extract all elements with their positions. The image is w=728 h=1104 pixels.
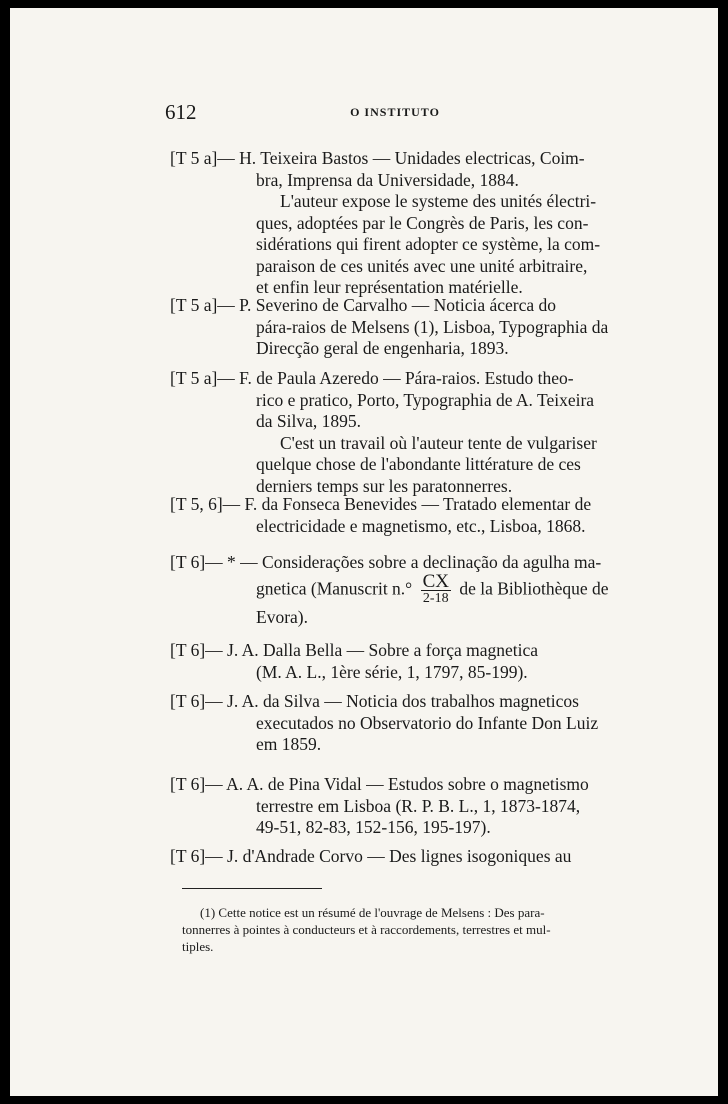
entry-text: — J. A. Dalla Bella — Sobre a força magnetica xyxy=(205,640,539,660)
entry-line: rico e pratico, Porto, Typographia de A. Teixeira xyxy=(256,389,595,410)
entry-text: — F. da Fonseca Benevides — Tratado elementar de xyxy=(222,494,592,514)
entry-ref: [T 6] xyxy=(170,846,206,866)
running-title: O INSTITUTO xyxy=(350,105,440,119)
entry-text: — J. A. da Silva — Noticia dos trabalhos magneticos xyxy=(205,691,579,711)
entry-text: gnetica (Manuscrit n.° xyxy=(256,578,413,599)
entry-line xyxy=(170,295,670,317)
entry-text: — F. de Paula Azeredo — Pára-raios. Estudo theo- xyxy=(217,368,574,388)
entry-ref: [T 6] xyxy=(170,774,206,794)
bibliography-entry xyxy=(170,552,670,628)
entry-note-line: quelque chose de l'abondante littérature de ces xyxy=(256,454,581,474)
footnote-line: (1) Cette notice est un résumé de l'ouvrage de Melsens : Des para- xyxy=(200,905,545,920)
entry-line: Direcção geral de engenharia, 1893. xyxy=(256,338,509,358)
entry-note-line: derniers temps sur les paratonnerres. xyxy=(256,475,513,496)
entry-text: — * — Considerações sobre a declinação da agulha ma- xyxy=(205,552,602,572)
page-header xyxy=(165,100,685,124)
entry-line: executados no Observatorio do Infante Don Luiz xyxy=(256,712,599,733)
entry-line: da Silva, 1895. xyxy=(256,411,361,431)
fraction-denominator: 2-18 xyxy=(422,590,449,606)
entry-note-line: C'est un travail où l'auteur tente de vulgariser xyxy=(280,432,597,453)
entry-note-line: et enfin leur représentation matérielle. xyxy=(256,277,523,297)
book-page xyxy=(10,8,718,1096)
entry-ref: [T 6] xyxy=(170,691,206,711)
bibliography-entry xyxy=(170,148,670,299)
entry-line xyxy=(170,570,670,607)
footnote xyxy=(182,904,662,955)
entry-text: — J. d'Andrade Corvo — Des lignes isogoniques au xyxy=(205,846,572,866)
entry-ref: [T 6] xyxy=(170,552,206,572)
shelfmark-fraction xyxy=(421,570,451,607)
bibliography-entry xyxy=(170,640,670,683)
entry-ref: [T 5 a] xyxy=(170,148,218,168)
entry-text: — P. Severino de Carvalho — Noticia ácerca do xyxy=(217,295,557,315)
entry-ref: [T 5 a] xyxy=(170,368,218,388)
entry-note-line: L'auteur expose le systeme des unités électri- xyxy=(280,191,597,211)
entry-line: electricidade e magnetismo, etc., Lisboa, 1868. xyxy=(256,515,586,536)
entry-ref: [T 5 a] xyxy=(170,295,218,315)
entry-line xyxy=(170,552,670,574)
entry-ref: [T 5, 6] xyxy=(170,494,223,514)
footnote-line: tonnerres à pointes à conducteurs et à raccordements, terrestres et mul- xyxy=(182,922,551,937)
entry-line: terrestre em Lisboa (R. P. B. L., 1, 1873-1874, xyxy=(256,795,581,816)
entry-text: — A. A. de Pina Vidal — Estudos sobre o magnetismo xyxy=(205,774,589,794)
entry-line: 49-51, 82-83, 152-156, 195-197). xyxy=(256,817,491,837)
entry-text: de la Bibliothèque de xyxy=(459,578,609,599)
entry-ref: [T 6] xyxy=(170,640,206,660)
entry-line xyxy=(170,494,670,516)
bibliography-entry xyxy=(170,295,670,360)
entry-text: — H. Teixeira Bastos — Unidades electricas, Coim- xyxy=(217,148,585,168)
footnote-line: tiples. xyxy=(182,939,214,954)
entry-note-line: paraison de ces unités avec une unité arbitraire, xyxy=(256,255,588,276)
bibliography-entry xyxy=(170,846,670,868)
entry-line: em 1859. xyxy=(256,734,322,754)
entry-line xyxy=(170,691,670,713)
entry-line xyxy=(170,640,670,662)
entry-note-line: ques, adoptées par le Congrès de Paris, les con- xyxy=(256,212,589,233)
entry-line: Evora). xyxy=(256,606,308,627)
entry-line xyxy=(170,846,670,868)
entry-note-line: sidérations qui firent adopter ce système, la com- xyxy=(256,234,601,254)
bibliography-entry xyxy=(170,368,670,497)
entry-line: bra, Imprensa da Universidade, 1884. xyxy=(256,169,519,190)
entry-line xyxy=(170,774,670,796)
footnote-rule xyxy=(182,888,322,889)
bibliography-entry xyxy=(170,691,670,756)
bibliography-entry xyxy=(170,494,670,537)
entry-line xyxy=(170,368,670,390)
entry-line: pára-raios de Melsens (1), Lisboa, Typographia da xyxy=(256,316,609,337)
page-number: 612 xyxy=(165,100,197,124)
entry-line xyxy=(170,148,670,170)
entry-line: (M. A. L., 1ère série, 1, 1797, 85-199). xyxy=(256,661,528,682)
bibliography-entry xyxy=(170,774,670,839)
fraction-numerator: CX xyxy=(422,570,449,592)
